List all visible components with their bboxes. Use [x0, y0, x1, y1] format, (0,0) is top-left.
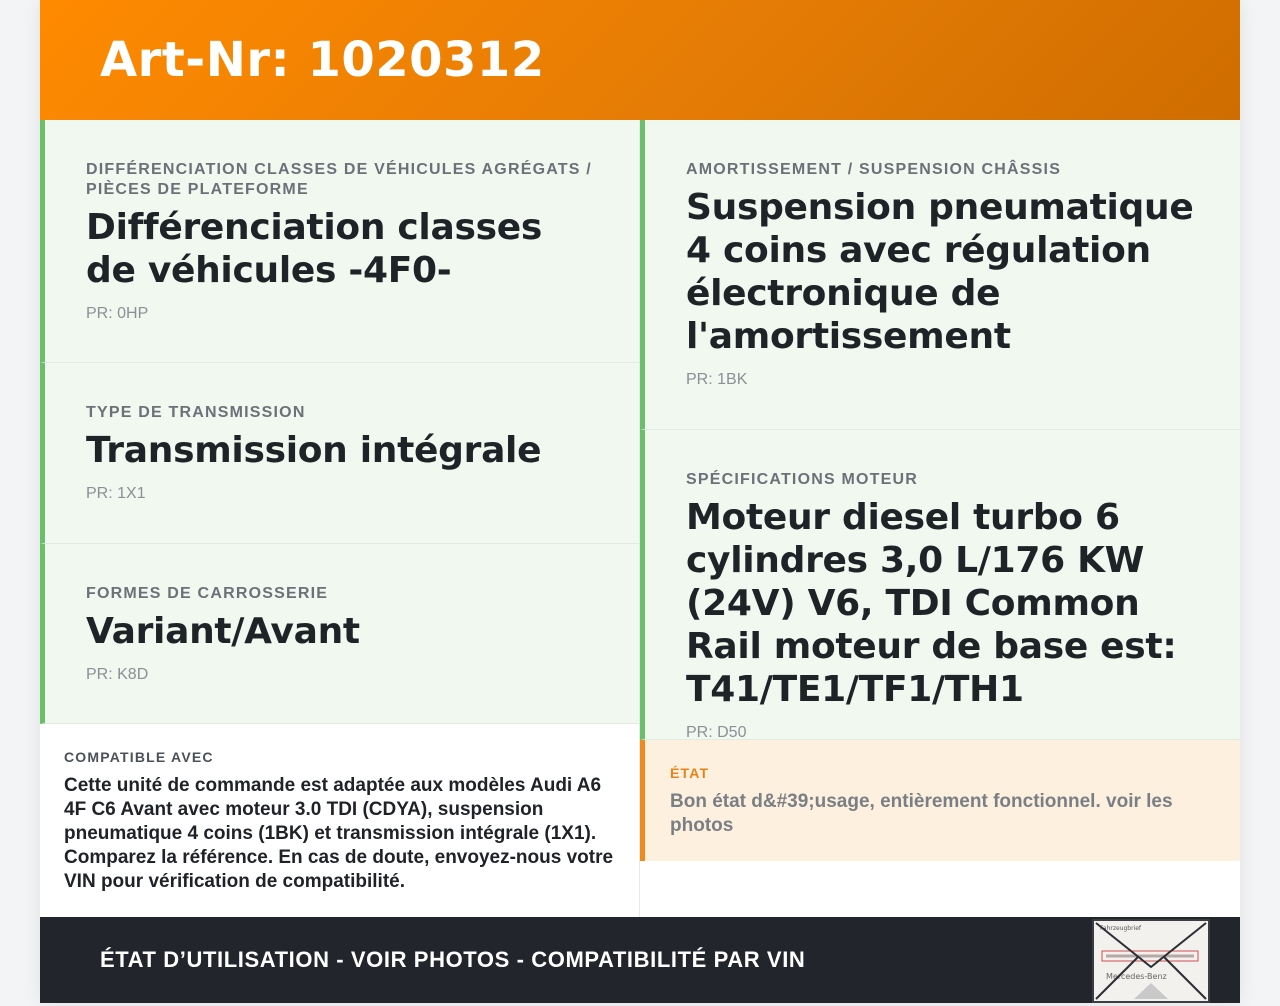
- spec-category: TYPE DE TRANSMISSION: [86, 404, 306, 421]
- spec-category: AMORTISSEMENT / SUSPENSION CHÂSSIS: [686, 161, 1062, 178]
- spec-card-suspension: [640, 120, 1240, 430]
- spec-category: FORMES DE CARROSSERIE: [86, 585, 329, 602]
- spec-pr-code: PR: K8D: [86, 666, 149, 683]
- envelope-brand-text: Mercedes-Benz: [1106, 972, 1167, 981]
- spec-pr-code: PR: 1BK: [686, 371, 748, 388]
- spec-category: DIFFÉRENCIATION CLASSES DE VÉHICULES AGRÉGATS / PIÈCES DE PLATEFORME: [86, 161, 592, 198]
- footer-bar: [40, 917, 1240, 1003]
- condition-text: Bon état d&#39;usage, entièrement fonctionnel. voir les photos: [670, 791, 1173, 836]
- spec-card-platform: [40, 120, 639, 363]
- spec-pr-code: PR: 0HP: [86, 305, 149, 322]
- condition-section: [640, 740, 1240, 861]
- spec-card-transmission: [40, 363, 639, 544]
- datasheet: [40, 0, 1240, 1003]
- spec-pr-code: PR: D50: [686, 724, 747, 741]
- condition-label: ÉTAT: [670, 765, 710, 781]
- article-number-title: Art-Nr: 1020312: [100, 32, 545, 88]
- spec-card-engine: [640, 430, 1240, 740]
- footer-text: ÉTAT D’UTILISATION - VOIR PHOTOS - COMPATIBILITÉ PAR VIN: [100, 947, 806, 972]
- left-column: [40, 120, 640, 917]
- spec-pr-code: PR: 1X1: [86, 485, 146, 502]
- spec-value: Transmission intégrale: [86, 430, 542, 471]
- spec-value: Suspension pneumatique 4 coins avec régulation électronique de l'amortissement: [686, 187, 1194, 357]
- compatibility-section: [40, 724, 639, 917]
- spec-category: SPÉCIFICATIONS MOTEUR: [686, 471, 919, 488]
- header-bar: [40, 0, 1240, 120]
- spec-columns: [40, 120, 1240, 917]
- spec-value: Variant/Avant: [86, 611, 360, 652]
- spec-value: Moteur diesel turbo 6 cylindres 3,0 L/176 KW (24V) V6, TDI Common Rail moteur de base est: T41/TE1/TF1/TH1: [686, 497, 1177, 710]
- envelope-doc-title: Fahrzeugbrief: [1100, 925, 1142, 932]
- envelope-graphic: [1094, 921, 1208, 1001]
- right-column: [640, 120, 1240, 917]
- spec-card-body-style: [40, 544, 639, 724]
- spec-value: Différenciation classes de véhicules -4F0-: [86, 207, 542, 291]
- compatibility-text: Cette unité de commande est adaptée aux modèles Audi A6 4F C6 Avant avec moteur 3.0 TDI (CDYA), suspension pneumatique 4 coins (1BK) et transmission intégrale (1X1). Comparez la référence. En cas de doute, envoyez-nous votre VIN pour vérification de compatibilité.: [64, 775, 614, 892]
- envelope-icon: [1092, 919, 1210, 1003]
- compatibility-label: COMPATIBLE AVEC: [64, 749, 214, 765]
